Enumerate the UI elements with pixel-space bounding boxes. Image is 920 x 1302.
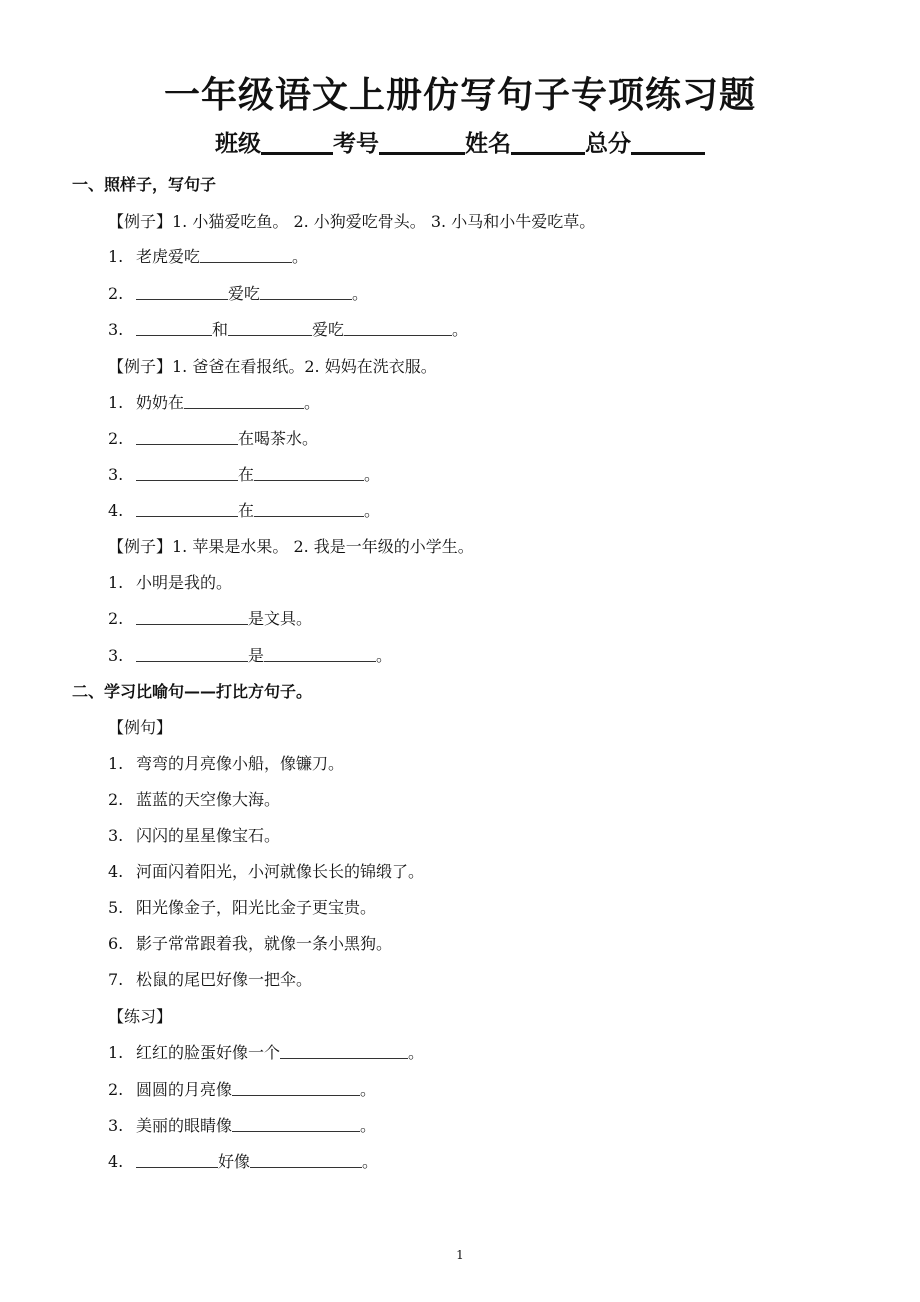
- student-info-line: [0, 128, 920, 160]
- section-1-heading: 一、照样子，写句子: [72, 175, 217, 194]
- answer-blank[interactable]: [184, 390, 304, 409]
- item-text: 爱吃: [312, 320, 345, 339]
- exercise-item: [108, 498, 380, 524]
- item-number: 7.: [108, 970, 124, 989]
- name-label: 姓名: [465, 131, 511, 157]
- exercise-item: [108, 606, 312, 632]
- class-blank[interactable]: [261, 128, 333, 155]
- answer-blank[interactable]: [250, 1149, 362, 1168]
- example-sentence: [108, 751, 344, 777]
- answer-blank[interactable]: [254, 462, 364, 481]
- exercise-item: [108, 426, 318, 452]
- example-sentence: [108, 895, 376, 921]
- answer-blank[interactable]: [136, 498, 238, 517]
- answer-blank[interactable]: [136, 606, 248, 625]
- example-sentence: [108, 967, 312, 993]
- section-2-heading: 二、学习比喻句——打比方句子。: [72, 682, 313, 701]
- item-end: 。: [364, 501, 381, 520]
- example-sentences-label: 【例句】: [108, 718, 173, 737]
- item-end: 。: [408, 1043, 425, 1062]
- item-number: 5.: [108, 898, 124, 917]
- answer-blank[interactable]: [260, 281, 352, 300]
- item-text: 弯弯的月亮像小船，像镰刀。: [136, 754, 345, 773]
- item-text: 闪闪的星星像宝石。: [136, 826, 281, 845]
- answer-blank[interactable]: [254, 498, 364, 517]
- item-end: 。: [352, 284, 369, 303]
- item-text: 松鼠的尾巴好像一把伞。: [136, 970, 313, 989]
- page-title: 一年级语文上册仿写句子专项练习题: [163, 75, 756, 116]
- item-text: 在喝茶水。: [238, 429, 319, 448]
- item-number: 2.: [108, 284, 124, 303]
- name-blank[interactable]: [511, 128, 585, 155]
- exercise-item: [108, 1113, 376, 1139]
- exercise-item: [108, 462, 380, 488]
- answer-blank[interactable]: [136, 462, 238, 481]
- item-end: 。: [304, 393, 321, 412]
- item-number: 2.: [108, 1080, 124, 1099]
- exercise-item: [108, 570, 232, 596]
- answer-blank[interactable]: [264, 643, 376, 662]
- item-number: 3.: [108, 826, 124, 845]
- item-end: 。: [362, 1152, 379, 1171]
- answer-blank[interactable]: [136, 281, 228, 300]
- item-number: 1.: [108, 573, 124, 592]
- item-text: 小明是我的。: [136, 573, 233, 592]
- exercise-item: [108, 281, 368, 307]
- score-label: 总分: [585, 131, 631, 157]
- exam-no-blank[interactable]: [379, 128, 465, 155]
- item-text: 好像: [218, 1152, 251, 1171]
- item-end: 。: [360, 1080, 377, 1099]
- answer-blank[interactable]: [200, 244, 292, 263]
- item-number: 4.: [108, 1152, 124, 1171]
- exercise-item: [108, 390, 320, 416]
- item-text: 奶奶在: [136, 393, 185, 412]
- item-text: 圆圆的月亮像: [136, 1080, 233, 1099]
- item-text: 阳光像金子，阳光比金子更宝贵。: [136, 898, 377, 917]
- answer-blank[interactable]: [280, 1040, 408, 1059]
- item-end: 。: [376, 646, 393, 665]
- item-number: 2.: [108, 790, 124, 809]
- item-end: 。: [360, 1116, 377, 1135]
- example-3: 【例子】1. 苹果是水果。 2. 我是一年级的小学生。: [108, 537, 474, 556]
- exercise-item: [108, 244, 308, 270]
- exercise-item: [108, 1040, 424, 1066]
- item-text: 是: [248, 646, 265, 665]
- exercise-item: [108, 643, 392, 669]
- item-text: 红红的脸蛋好像一个: [136, 1043, 281, 1062]
- item-number: 1.: [108, 1043, 124, 1062]
- item-end: 。: [364, 465, 381, 484]
- item-number: 2.: [108, 609, 124, 628]
- item-text: 在: [238, 501, 255, 520]
- exam-no-label: 考号: [333, 131, 379, 157]
- item-number: 2.: [108, 429, 124, 448]
- item-number: 1.: [108, 393, 124, 412]
- example-1: 【例子】1. 小猫爱吃鱼。 2. 小狗爱吃骨头。 3. 小马和小牛爱吃草。: [108, 212, 596, 231]
- answer-blank[interactable]: [136, 643, 248, 662]
- item-text: 影子常常跟着我，就像一条小黑狗。: [136, 934, 393, 953]
- answer-blank[interactable]: [232, 1113, 360, 1132]
- answer-blank[interactable]: [344, 317, 452, 336]
- item-number: 4.: [108, 862, 124, 881]
- item-text: 和: [212, 320, 229, 339]
- item-text: 美丽的眼睛像: [136, 1116, 233, 1135]
- item-text: 河面闪着阳光，小河就像长长的锦缎了。: [136, 862, 425, 881]
- example-sentence: [108, 931, 392, 957]
- item-number: 6.: [108, 934, 124, 953]
- item-end: 。: [452, 320, 469, 339]
- item-end: 。: [292, 247, 309, 266]
- item-text: 是文具。: [248, 609, 313, 628]
- answer-blank[interactable]: [228, 317, 312, 336]
- answer-blank[interactable]: [136, 1149, 218, 1168]
- answer-blank[interactable]: [136, 317, 212, 336]
- class-label: 班级: [215, 131, 261, 157]
- exercise-item: [108, 1077, 376, 1103]
- item-number: 1.: [108, 247, 124, 266]
- item-number: 1.: [108, 754, 124, 773]
- item-text: 在: [238, 465, 255, 484]
- practice-label: 【练习】: [108, 1007, 173, 1026]
- score-blank[interactable]: [631, 128, 705, 155]
- item-number: 4.: [108, 501, 124, 520]
- item-number: 3.: [108, 646, 124, 665]
- example-sentence: [108, 823, 280, 849]
- page-number: 1: [456, 1248, 464, 1262]
- exercise-item: [108, 317, 468, 343]
- answer-blank[interactable]: [232, 1077, 360, 1096]
- exercise-item: [108, 1149, 378, 1175]
- item-text: 蓝蓝的天空像大海。: [136, 790, 281, 809]
- example-sentence: [108, 859, 424, 885]
- answer-blank[interactable]: [136, 426, 238, 445]
- example-2: 【例子】1. 爸爸在看报纸。2. 妈妈在洗衣服。: [108, 357, 437, 376]
- item-number: 3.: [108, 465, 124, 484]
- example-sentence: [108, 787, 280, 813]
- item-text: 老虎爱吃: [136, 247, 201, 266]
- item-text: 爱吃: [228, 284, 261, 303]
- item-number: 3.: [108, 320, 124, 339]
- item-number: 3.: [108, 1116, 124, 1135]
